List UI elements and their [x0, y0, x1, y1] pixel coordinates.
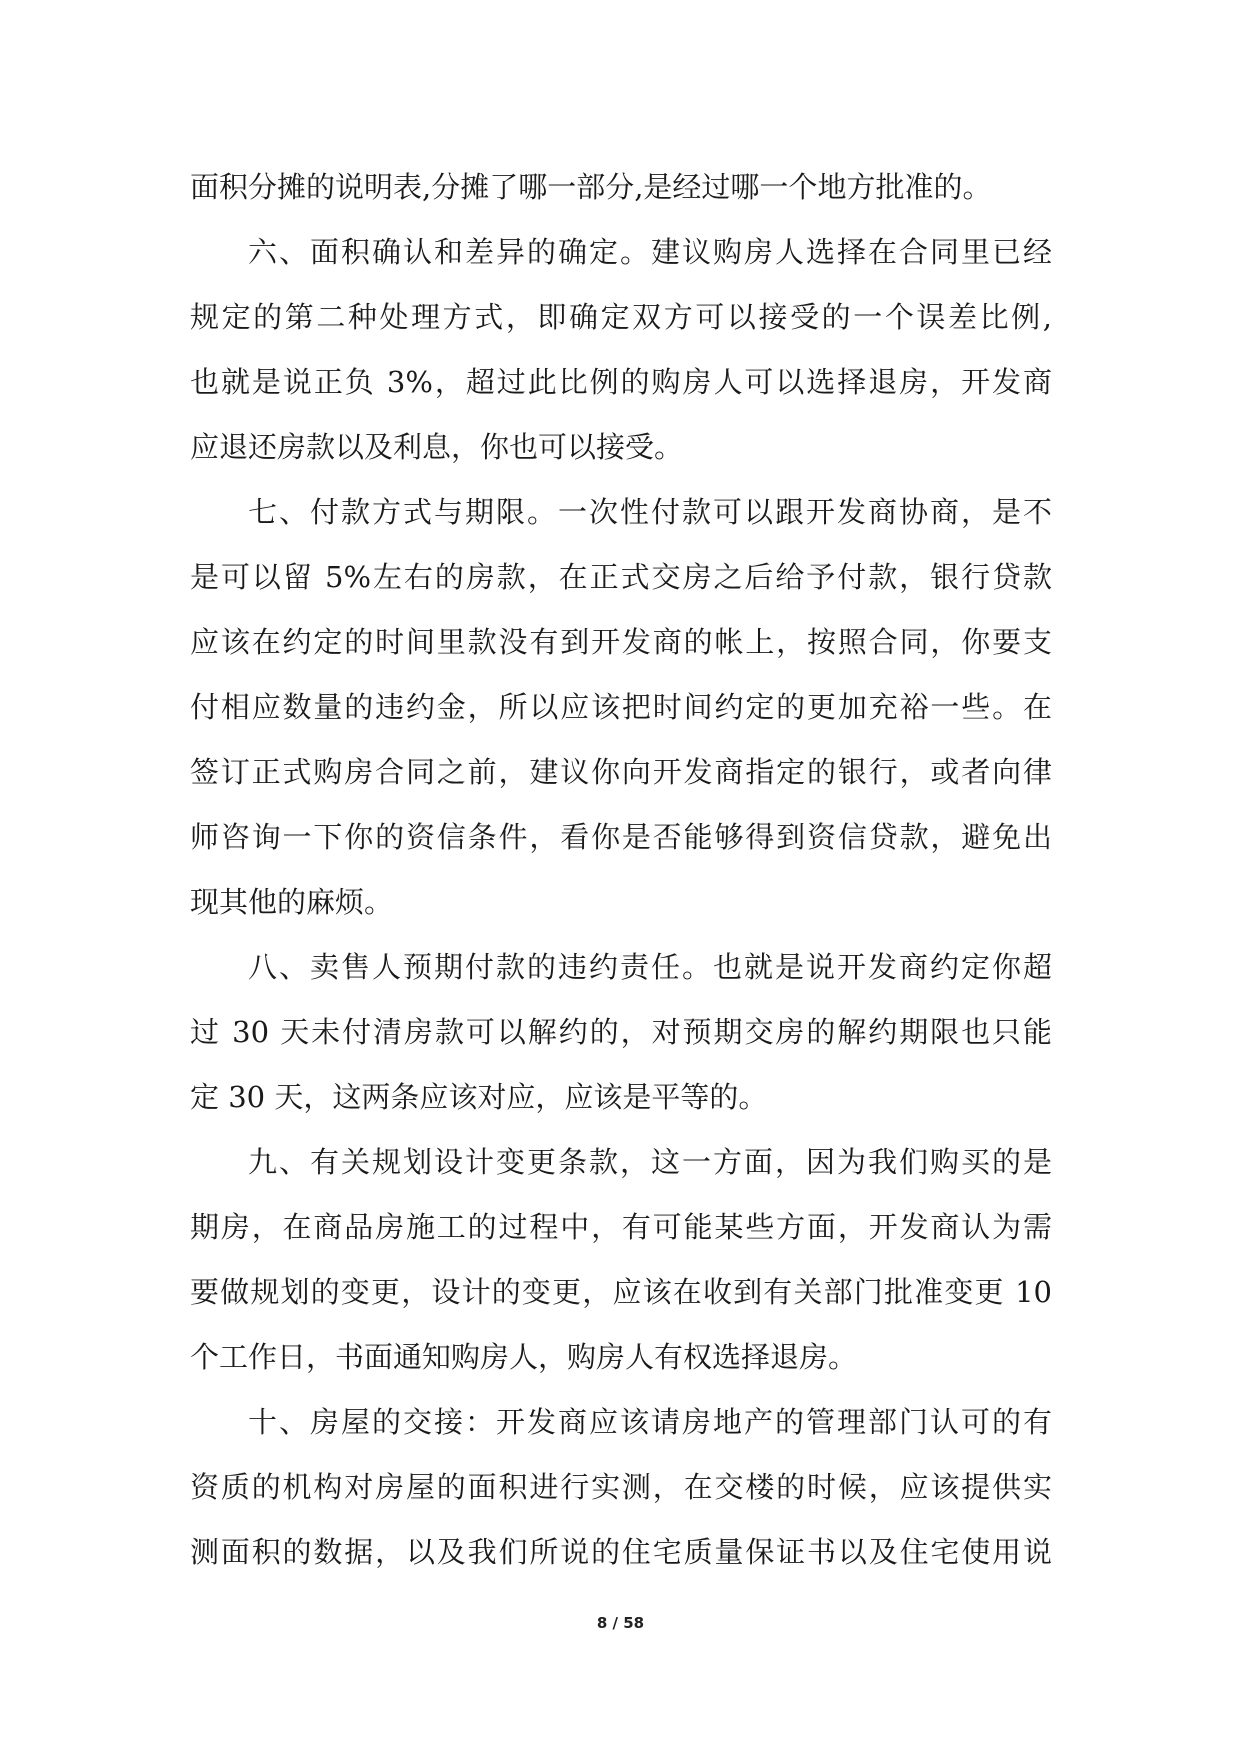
paragraph-10-line-1: 十、房屋的交接：开发商应该请房地产的管理部门认可的有 [248, 1405, 1052, 1439]
paragraph-8-line-1: 八、卖售人预期付款的违约责任。也就是说开发商约定你超 [248, 950, 1052, 984]
text-line: 定 30 天，这两条应该对应，应该是平等的。 [190, 1080, 768, 1114]
text-line: 签订正式购房合同之前，建议你向开发商指定的银行，或者向律 [190, 755, 1052, 789]
text-line: 资质的机构对房屋的面积进行实测，在交楼的时候，应该提供实 [190, 1470, 1052, 1504]
text-line: 规定的第二种处理方式，即确定双方可以接受的一个误差比例, [190, 300, 1052, 334]
text-line: 个工作日，书面通知购房人，购房人有权选择退房。 [190, 1340, 858, 1374]
paragraph-7-line-1: 七、付款方式与期限。一次性付款可以跟开发商协商，是不 [248, 495, 1052, 529]
paragraph-9-line-1: 九、有关规划设计变更条款，这一方面，因为我们购买的是 [248, 1145, 1052, 1179]
page-number: 8 / 58 [596, 1614, 645, 1632]
text-line: 测面积的数据，以及我们所说的住宅质量保证书以及住宅使用说 [190, 1535, 1052, 1569]
text-line: 也就是说正负 3%，超过此比例的购房人可以选择退房，开发商 [190, 365, 1052, 399]
text-line: 是可以留 5%左右的房款，在正式交房之后给予付款，银行贷款 [190, 560, 1052, 594]
body-text [190, 155, 1052, 1585]
text-line: 付相应数量的违约金，所以应该把时间约定的更加充裕一些。在 [190, 690, 1052, 724]
text-line: 现其他的麻烦。 [190, 885, 394, 919]
text-line: 师咨询一下你的资信条件，看你是否能够得到资信贷款，避免出 [190, 820, 1052, 854]
text-line: 面积分摊的说明表,分摊了哪一部分,是经过哪一个地方批准的。 [190, 170, 992, 204]
text-line: 要做规划的变更，设计的变更，应该在收到有关部门批准变更 10 [190, 1275, 1052, 1309]
paragraph-6-line-1: 六、面积确认和差异的确定。建议购房人选择在合同里已经 [248, 235, 1052, 269]
text-line: 期房，在商品房施工的过程中，有可能某些方面，开发商认为需 [190, 1210, 1052, 1244]
text-line: 应该在约定的时间里款没有到开发商的帐上，按照合同，你要支 [190, 625, 1052, 659]
text-line: 过 30 天未付清房款可以解约的，对预期交房的解约期限也只能 [190, 1015, 1052, 1049]
text-line: 应退还房款以及利息，你也可以接受。 [190, 430, 684, 464]
